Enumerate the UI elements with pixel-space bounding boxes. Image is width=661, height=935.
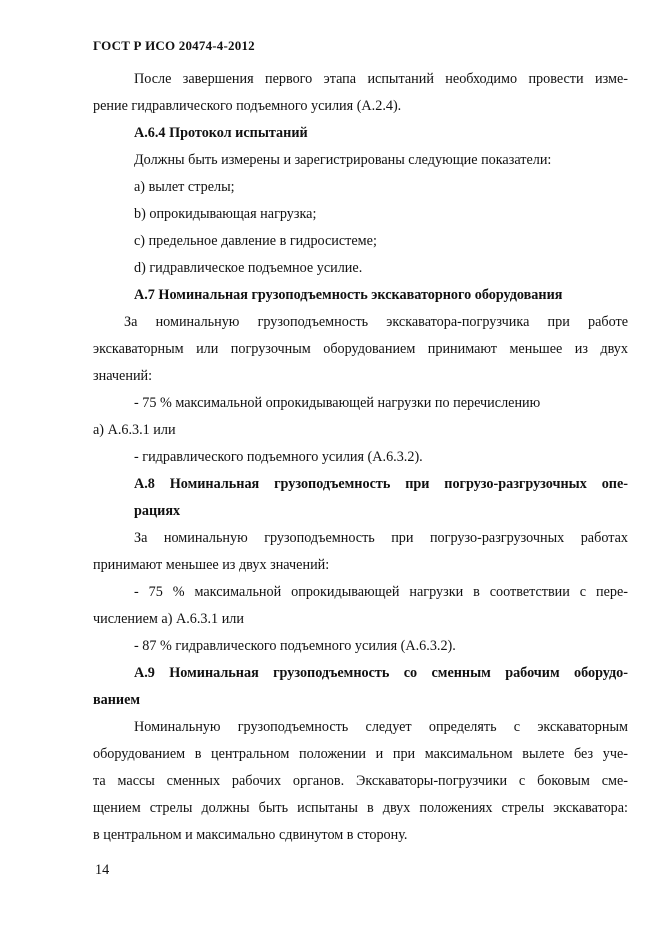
text-line: За номинальную грузоподъемность при погрузо-разгрузочных работах xyxy=(134,530,628,546)
text-line: принимают меньшее из двух значений: xyxy=(93,557,330,573)
section-heading: рациях xyxy=(134,503,181,519)
list-item: c) предельное давление в гидросистеме; xyxy=(134,233,377,249)
document-header: ГОСТ Р ИСО 20474-4-2012 xyxy=(93,38,255,53)
text-line: Должны быть измерены и зарегистрированы следующие показатели: xyxy=(134,152,552,168)
text-line: значений: xyxy=(93,368,153,384)
text-line: рение гидравлического подъемного усилия (А.2.4). xyxy=(93,98,402,114)
list-item: a) вылет стрелы; xyxy=(134,179,235,195)
text-line: После завершения первого этапа испытаний необходимо провести изме- xyxy=(134,71,628,87)
section-heading: А.6.4 Протокол испытаний xyxy=(134,125,308,141)
page-number: 14 xyxy=(95,862,110,878)
list-item: d) гидравлическое подъемное усилие. xyxy=(134,260,363,276)
text-line: числением а) А.6.3.1 или xyxy=(93,611,244,627)
text-line: щением стрелы должны быть испытаны в двух положениях стрелы экскаватора: xyxy=(93,800,628,816)
section-heading: А.7 Номинальная грузоподъемность экскаваторного оборудования xyxy=(134,287,563,303)
text-line: экскаваторным или погрузочным оборудованием принимают меньшее из двух xyxy=(93,341,628,357)
section-heading: А.8 Номинальная грузоподъемность при погрузо-разгрузочных опе- xyxy=(134,476,628,492)
text-line: - 87 % гидравлического подъемного усилия (А.6.3.2). xyxy=(134,638,456,654)
text-line: - гидравлического подъемного усилия (А.6.3.2). xyxy=(134,449,423,465)
text-line: - 75 % максимальной опрокидывающей нагрузки по перечислению xyxy=(134,395,541,411)
text-line: За номинальную грузоподъемность экскаватора-погрузчика при работе xyxy=(124,314,628,330)
section-heading: ванием xyxy=(93,692,141,708)
text-line: оборудованием в центральном положении и при максимальном вылете без уче- xyxy=(93,746,628,762)
list-item: b) опрокидывающая нагрузка; xyxy=(134,206,317,222)
section-heading: А.9 Номинальная грузоподъемность со сменным рабочим оборудо- xyxy=(134,665,628,681)
text-line: та массы сменных рабочих органов. Экскаваторы-погрузчики с боковым сме- xyxy=(93,773,628,789)
text-line: а) А.6.3.1 или xyxy=(93,422,176,438)
text-line: - 75 % максимальной опрокидывающей нагрузки в соответствии с пере- xyxy=(134,584,628,600)
text-line: Номинальную грузоподъемность следует определять с экскаваторным xyxy=(134,719,628,735)
text-line: в центральном и максимально сдвинутом в сторону. xyxy=(93,827,408,843)
